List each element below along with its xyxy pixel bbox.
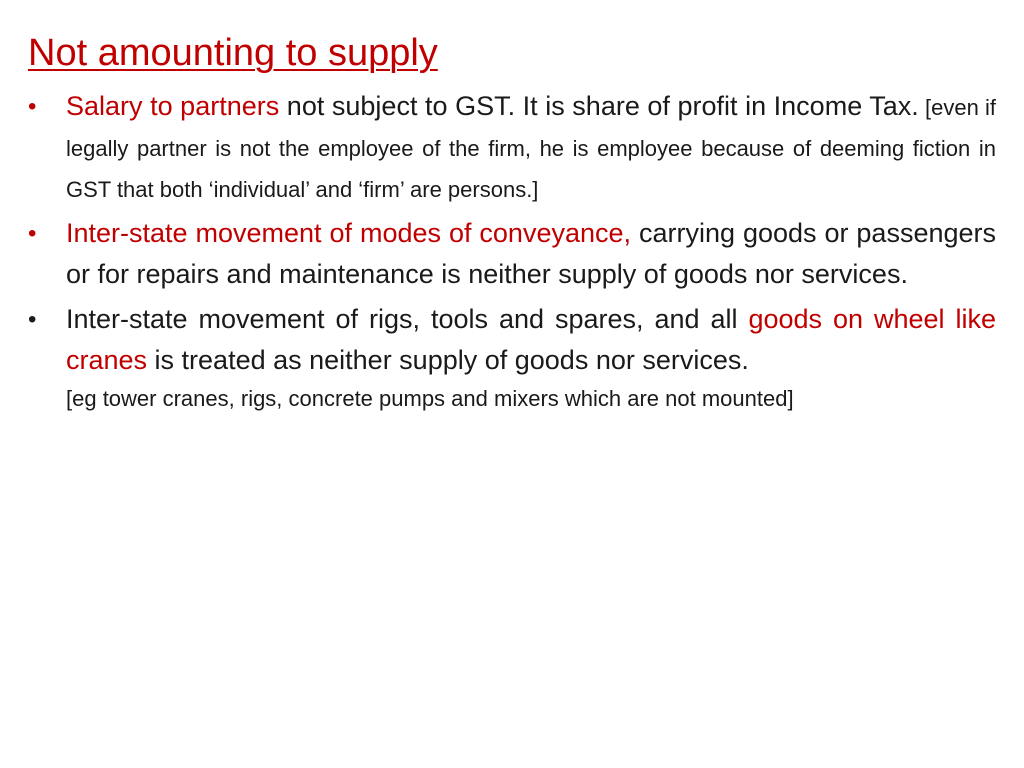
bullet-dot-icon: • bbox=[28, 306, 37, 333]
bullet-dot-icon: • bbox=[28, 93, 37, 120]
bullet-note: [eg tower cranes, rigs, concrete pumps and mixers which are not mounted] bbox=[66, 386, 794, 411]
bullet-item-rigs-tools bbox=[28, 299, 996, 416]
bullet-item-salary-partners bbox=[28, 86, 996, 209]
bullet-text-before: Inter-state movement of rigs, tools and spares, and all bbox=[66, 304, 749, 334]
bullet-text: not subject to GST. It is share of profit in Income Tax. bbox=[279, 91, 919, 121]
bullet-highlight: goods on wheel like cranes bbox=[66, 304, 996, 375]
bullet-text: carrying goods or passengers or for repairs and maintenance is neither supply of goods nor services. bbox=[66, 218, 996, 289]
bullet-list bbox=[28, 86, 996, 420]
bullet-note: [even if legally partner is not the employee of the firm, he is employee because of deeming fiction in GST that both ‘individual’ and ‘firm’ are persons.] bbox=[66, 95, 996, 202]
bullet-dot-icon: • bbox=[28, 220, 37, 247]
bullet-highlight: Inter-state movement of modes of conveyance, bbox=[66, 218, 632, 248]
slide-title: Not amounting to supply bbox=[28, 32, 438, 74]
bullet-item-conveyance bbox=[28, 213, 996, 295]
bullet-text-after: is treated as neither supply of goods nor services. bbox=[147, 345, 749, 375]
bullet-highlight: Salary to partners bbox=[66, 91, 280, 121]
